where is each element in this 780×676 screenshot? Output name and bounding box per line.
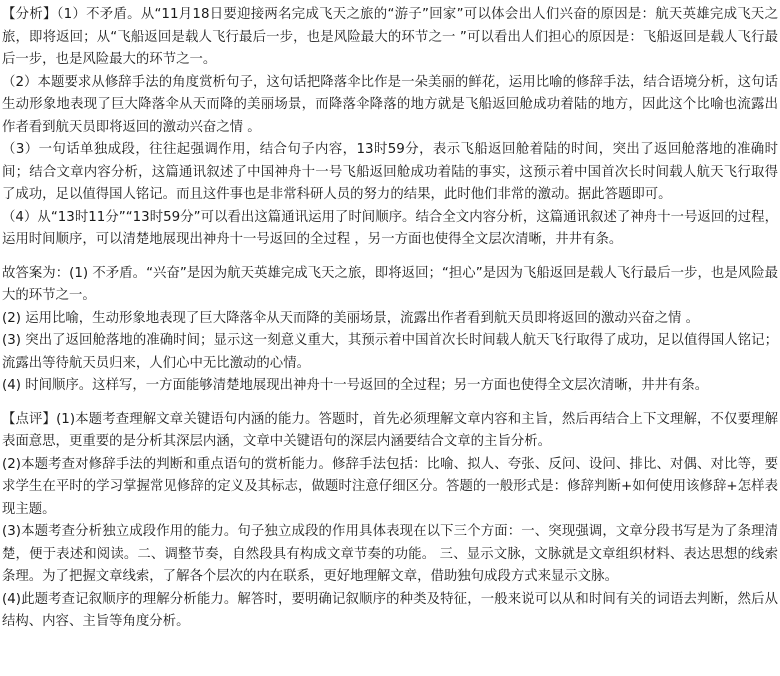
comment-paragraph-2: (2)本题考查对修辞手法的判断和重点语句的赏析能力。修辞手法包括：比喻、拟人、夸张、反问、设问、排比、对偶、对比等，要求学生在平时的学习掌握常见修辞的定义及其标志，做题时注意仔细区分。答题的一般形式是：修辞判断+如何使用该修辞+怎样表现主题。 bbox=[2, 456, 778, 517]
analysis-section bbox=[2, 4, 778, 252]
analysis-paragraph-3: （3）一句话单独成段，往往起强调作用，结合句子内容，13时59分，表示飞船返回舱着陆的时间，突出了返回舱落地的准确时间；结合文章内容分析，这篇通讯叙述了中国神舟十一号飞船返回舱成功着陆的事实，这预示着中国首次长时间载人航天飞行取得了成功，足以值得国人铭记。而且这件事也是非常科研人员的努力的结果，此时他们非常的激动。据此答题即可。 bbox=[2, 142, 778, 202]
section-spacer bbox=[2, 252, 778, 263]
comment-section bbox=[2, 409, 778, 634]
comment-paragraph-3: (3)本题考查分析独立成段作用的能力。句子独立成段的作用具体表现在以下三个方面：一、突现强调，文章分段书写是为了条理清楚，便于表述和阅读。二、调整节奏，自然段具有构成文章节奏的功能。 三、显示文脉，文脉就是文章组织材料、表达思想的线索条理。为了把握文章线索，了解各个层次的内在联系，更好地理解文章，借助独句成段方式来显示文脉。 bbox=[2, 524, 778, 584]
answer-paragraph-2: (2) 运用比喻，生动形象地表现了巨大降落伞从天而降的美丽场景，流露出作者看到航天员即将返回的激动兴奋之情 。 bbox=[2, 310, 700, 326]
answer-paragraph-3: (3) 突出了返回舱落地的准确时间；显示这一刻意义重大，其预示着中国首次长时间载人航天飞行取得了成功，足以值得国人铭记；流露出等待航天员归来，人们心中无比激动的心情。 bbox=[2, 333, 778, 371]
analysis-paragraph-4: （4）从“13时11分”“13时59分”可以看出这篇通讯运用了时间顺序。结合全文内容分析，这篇通讯叙述了神舟十一号返回的过程，运用时间顺序，可以清楚地展现出神舟十一号返回的全过程 ，另一方面也使得全文层次清晰，井井有条。 bbox=[2, 209, 778, 247]
analysis-paragraph-2: （2）本题要求从修辞手法的角度赏析句子，这句话把降落伞比作是一朵美丽的鲜花，运用比喻的修辞手法，结合语境分析，这句话生动形象地表现了巨大降落伞从天而降的美丽场景，而降落伞降落的地方就是飞船返回舱成功着陆的地方，因此这个比喻也流露出作者看到航天员即将返回的激动兴奋之情 。 bbox=[2, 74, 778, 135]
comment-paragraph-1: 【点评】(1)本题考查理解文章关键语句内涵的能力。答题时，首先必须理解文章内容和主旨，然后再结合上下文理解，不仅要理解表面意思，更重要的是分析其深层内涵，文章中关键语句的深层内涵要结合文章的主旨分析。 bbox=[2, 411, 778, 449]
answer-paragraph-1: 故答案为：(1) 不矛盾。“兴奋”是因为航天英雄完成飞天之旅，即将返回；“担心”是因为飞船返回是载人飞行最后一步，也是风险最大的环节之一。 bbox=[2, 265, 778, 303]
analysis-paragraph-1: 【分析】（1）不矛盾。从“11月18日要迎接两名完成飞天之旅的“游子”回家”可以体会出人们兴奋的原因是：航天英雄完成飞天之旅，即将返回；从“飞船返回是载人飞行最后一步，也是风险最大的环节之一 ”可以看出人们担心的原因是：飞船返回是载人飞行最后一步，也是风险最大的环节之一。 bbox=[2, 7, 778, 67]
answer-paragraph-4: (4) 时间顺序。这样写，一方面能够清楚地展现出神舟十一号返回的全过程；另一方面也使得全文层次清晰，井井有条。 bbox=[2, 378, 709, 393]
section-spacer bbox=[2, 398, 778, 409]
answer-section bbox=[2, 263, 778, 398]
comment-paragraph-4: (4)此题考查记叙顺序的理解分析能力。解答时，要明确记叙顺序的种类及特征，一般来说可以从和时间有关的词语去判断，然后从结构、内容、主旨等角度分析。 bbox=[2, 591, 778, 629]
